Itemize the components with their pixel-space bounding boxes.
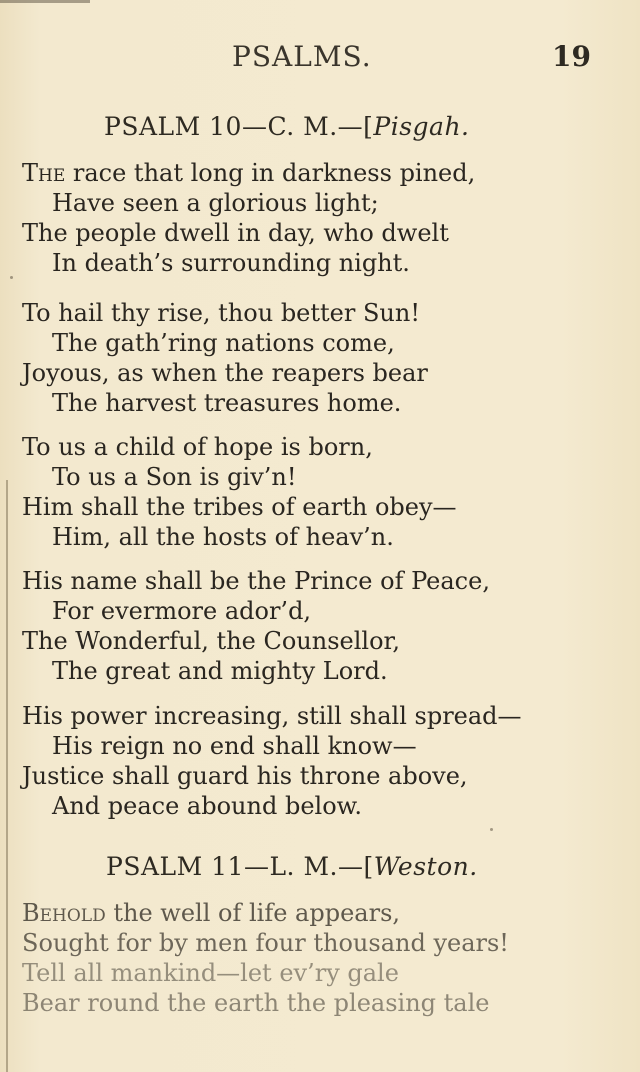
- verse-line: The people dwell in day, who dwelt: [22, 219, 449, 247]
- stanza: [22, 432, 457, 552]
- psalm-10-tune: Pisgah.: [373, 112, 470, 141]
- psalm-10-heading: [0, 112, 640, 141]
- verse-line: The Wonderful, the Counsellor,: [22, 627, 400, 655]
- verse-line: In death’s surrounding night.: [52, 249, 410, 277]
- verse-line: Tell all mankind—let ev’ry gale: [22, 959, 399, 987]
- psalm-10-title: PSALM 10—C. M.—[: [104, 112, 374, 141]
- verse-line: Justice shall guard his throne above,: [22, 762, 468, 790]
- page-edge-shadow: [0, 0, 90, 3]
- paper-speck: [10, 276, 13, 279]
- verse-line: Joyous, as when the reapers bear: [22, 359, 428, 387]
- verse-line: The harvest treasures home.: [52, 389, 402, 417]
- verse-line: To us a child of hope is born,: [22, 433, 373, 461]
- stanza: [22, 298, 428, 418]
- paper-speck: [490, 828, 493, 831]
- page-gutter-line: [6, 480, 8, 1072]
- running-title: PSALMS.: [232, 40, 372, 73]
- stanza: [22, 701, 522, 821]
- verse-line: Bear round the earth the pleasing tale: [22, 989, 490, 1017]
- initial-word: Behold: [22, 899, 106, 927]
- verse-line: Him shall the tribes of earth obey—: [22, 493, 457, 521]
- verse-line-text: the well of life appears,: [105, 899, 401, 927]
- verse-line: The gath’ring nations come,: [52, 329, 395, 357]
- psalm-11-tune: Weston.: [373, 852, 478, 881]
- verse-line: For evermore ador’d,: [52, 597, 312, 625]
- verse-line: Sought for by men four thousand years!: [22, 929, 509, 957]
- psalm-11-heading: [0, 852, 640, 881]
- verse-line: [22, 898, 509, 928]
- verse-line: To us a Son is giv’n!: [52, 463, 297, 491]
- verse-line: His reign no end shall know—: [52, 732, 417, 760]
- psalm-11-title: PSALM 11—L. M.—[: [106, 852, 374, 881]
- verse-line: His name shall be the Prince of Peace,: [22, 567, 490, 595]
- verse-line: Have seen a glorious light;: [52, 189, 379, 217]
- running-head: [0, 40, 640, 80]
- verse-line: And peace abound below.: [52, 792, 362, 820]
- verse-line: To hail thy rise, thou better Sun!: [22, 299, 420, 327]
- verse-line-text: race that long in darkness pined,: [65, 159, 476, 187]
- verse-line: His power increasing, still shall spread—: [22, 702, 522, 730]
- stanza: [22, 158, 475, 278]
- stanza: [22, 898, 509, 1018]
- initial-word: The: [22, 159, 66, 187]
- stanza: [22, 566, 490, 686]
- page-number: 19: [552, 40, 591, 73]
- verse-line: The great and mighty Lord.: [52, 657, 388, 685]
- verse-line: Him, all the hosts of heav’n.: [52, 523, 394, 551]
- verse-line: [22, 158, 475, 188]
